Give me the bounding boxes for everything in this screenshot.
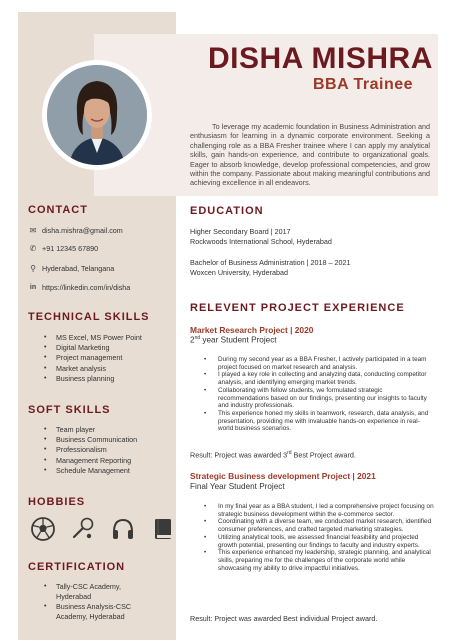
contact-email[interactable] [28, 226, 123, 235]
list-item: • MS Excel, MS Power Point [44, 333, 142, 343]
soft-skills-list [44, 425, 137, 476]
education-school: Rockwoods International School, Hyderabad [190, 237, 332, 246]
soft-skills-heading: SOFT SKILLS [28, 404, 111, 416]
email-text: disha.mishra@gmail.com [42, 226, 123, 235]
project-result: Result: Project was awarded Best individual Project award. [190, 614, 378, 623]
certification-list [44, 582, 131, 622]
list-item: • Professionalism [44, 445, 137, 455]
cert-line: Hyderabad [56, 592, 92, 601]
education-heading: EDUCATION [190, 205, 264, 217]
candidate-role: BBA Trainee [313, 76, 414, 93]
project-subtitle: Final Year Student Project [190, 482, 285, 491]
cert-line: Tally-CSC Academy, [56, 582, 121, 591]
contact-phone[interactable] [28, 244, 98, 253]
list-item: • This experience honed my skills in teamwork, research, data analysis, and presentation, providing me with invaluable hands-on experience in real-world business scenarios. [204, 410, 434, 433]
technical-skills-list [44, 333, 142, 384]
project-title: Strategic Business development Project | 2021 [190, 471, 376, 481]
education-degree: Higher Secondary Board | 2017 [190, 227, 291, 236]
projects-heading: RELEVENT PROJECT EXPERIENCE [190, 302, 405, 314]
project-title: Market Research Project | 2020 [190, 325, 314, 335]
hobbies-icons [30, 516, 190, 542]
education-degree: Bachelor of Business Administration | 2018 – 2021 [190, 258, 351, 267]
linkedin-icon: in [29, 284, 37, 291]
list-item: • I played a key role in collecting and analyzing data, conducting competitor analysis, and identifying emerging market trends. [204, 371, 434, 386]
list-item: • Utilizing analytical tools, we assessed financial feasibility and projected growth potential, presenting our findings to faculty and industry experts. [204, 534, 434, 549]
list-item: • Schedule Management [44, 466, 137, 476]
contact-linkedin[interactable] [28, 283, 130, 292]
list-item [44, 602, 131, 622]
list-item: • Digital Marketing [44, 343, 142, 353]
list-item: • Business Communication [44, 435, 137, 445]
location-text: Hyderabad, Telangana [42, 264, 115, 273]
technical-skills-heading: TECHNICAL SKILLS [28, 311, 150, 323]
list-item: • Coordinating with a diverse team, we conducted market research, identified consumer preferences, and crafted targeted marketing strategies. [204, 518, 434, 533]
phone-text: +91 12345 67890 [42, 244, 99, 253]
profile-photo [47, 65, 147, 165]
book-icon [150, 516, 176, 542]
list-item: • This experience enhanced my leadership, strategic planning, and analytical skills, preparing me for the challenges of the corporate world while showcasing my ability to drive impactful initiatives. [204, 549, 434, 572]
education-school: Woxcen University, Hyderabad [190, 268, 289, 277]
list-item: • Collaborating with fellow students, we formulated strategic recommendations based on our findings, presenting our insights to faculty and industry professionals. [204, 387, 434, 410]
list-item [44, 582, 131, 602]
certification-heading: CERTIFICATION [28, 561, 126, 573]
project-result: Result: Project was awarded 3rd Best Project award. [190, 450, 356, 460]
candidate-name: DISHA MISHRA [208, 42, 433, 75]
hobbies-heading: HOBBIES [28, 496, 86, 508]
cert-line: Academy, Hyderabad [56, 612, 125, 621]
list-item: • Management Reporting [44, 456, 137, 466]
cert-line: Business Analysis-CSC [56, 602, 132, 611]
badminton-icon [70, 516, 96, 542]
headphones-icon [110, 516, 136, 542]
football-icon [30, 516, 56, 542]
list-item: • Business planning [44, 374, 142, 384]
list-item: • Team player [44, 425, 137, 435]
location-pin-icon: ⚲ [30, 264, 36, 273]
whatsapp-icon: ✆ [29, 244, 37, 253]
list-item: • Market analysis [44, 364, 142, 374]
profile-summary: To leverage my academic foundation in Business Administration and enthusiasm for learning in a dynamic corporate environment. Seeking a challenging role as a BBA Fresher trainee where I can apply my analytical skills, gain hands-on experience, and contribute to organizational goals. Eager to absorb knowledge, develop professional competencies, and grow within the company. Passionate about making meaningful contributions and achieving excellence in all endeavors. [190, 122, 430, 188]
contact-location [28, 264, 114, 273]
linkedin-text: https://linkedin.com/in/disha [42, 283, 131, 292]
project-bullets [204, 503, 434, 572]
email-icon: ✉ [29, 226, 37, 235]
project-bullets [204, 356, 434, 433]
project-subtitle: 2nd year Student Project [190, 335, 277, 345]
list-item: • In my final year as a BBA student, I led a comprehensive project focusing on strategic business development within the e-commerce sector. [204, 503, 434, 518]
contact-heading: CONTACT [28, 204, 88, 216]
list-item: • During my second year as a BBA Fresher, I actively participated in a team project focused on market research and analysis. [204, 356, 434, 371]
list-item: • Project management [44, 353, 142, 363]
